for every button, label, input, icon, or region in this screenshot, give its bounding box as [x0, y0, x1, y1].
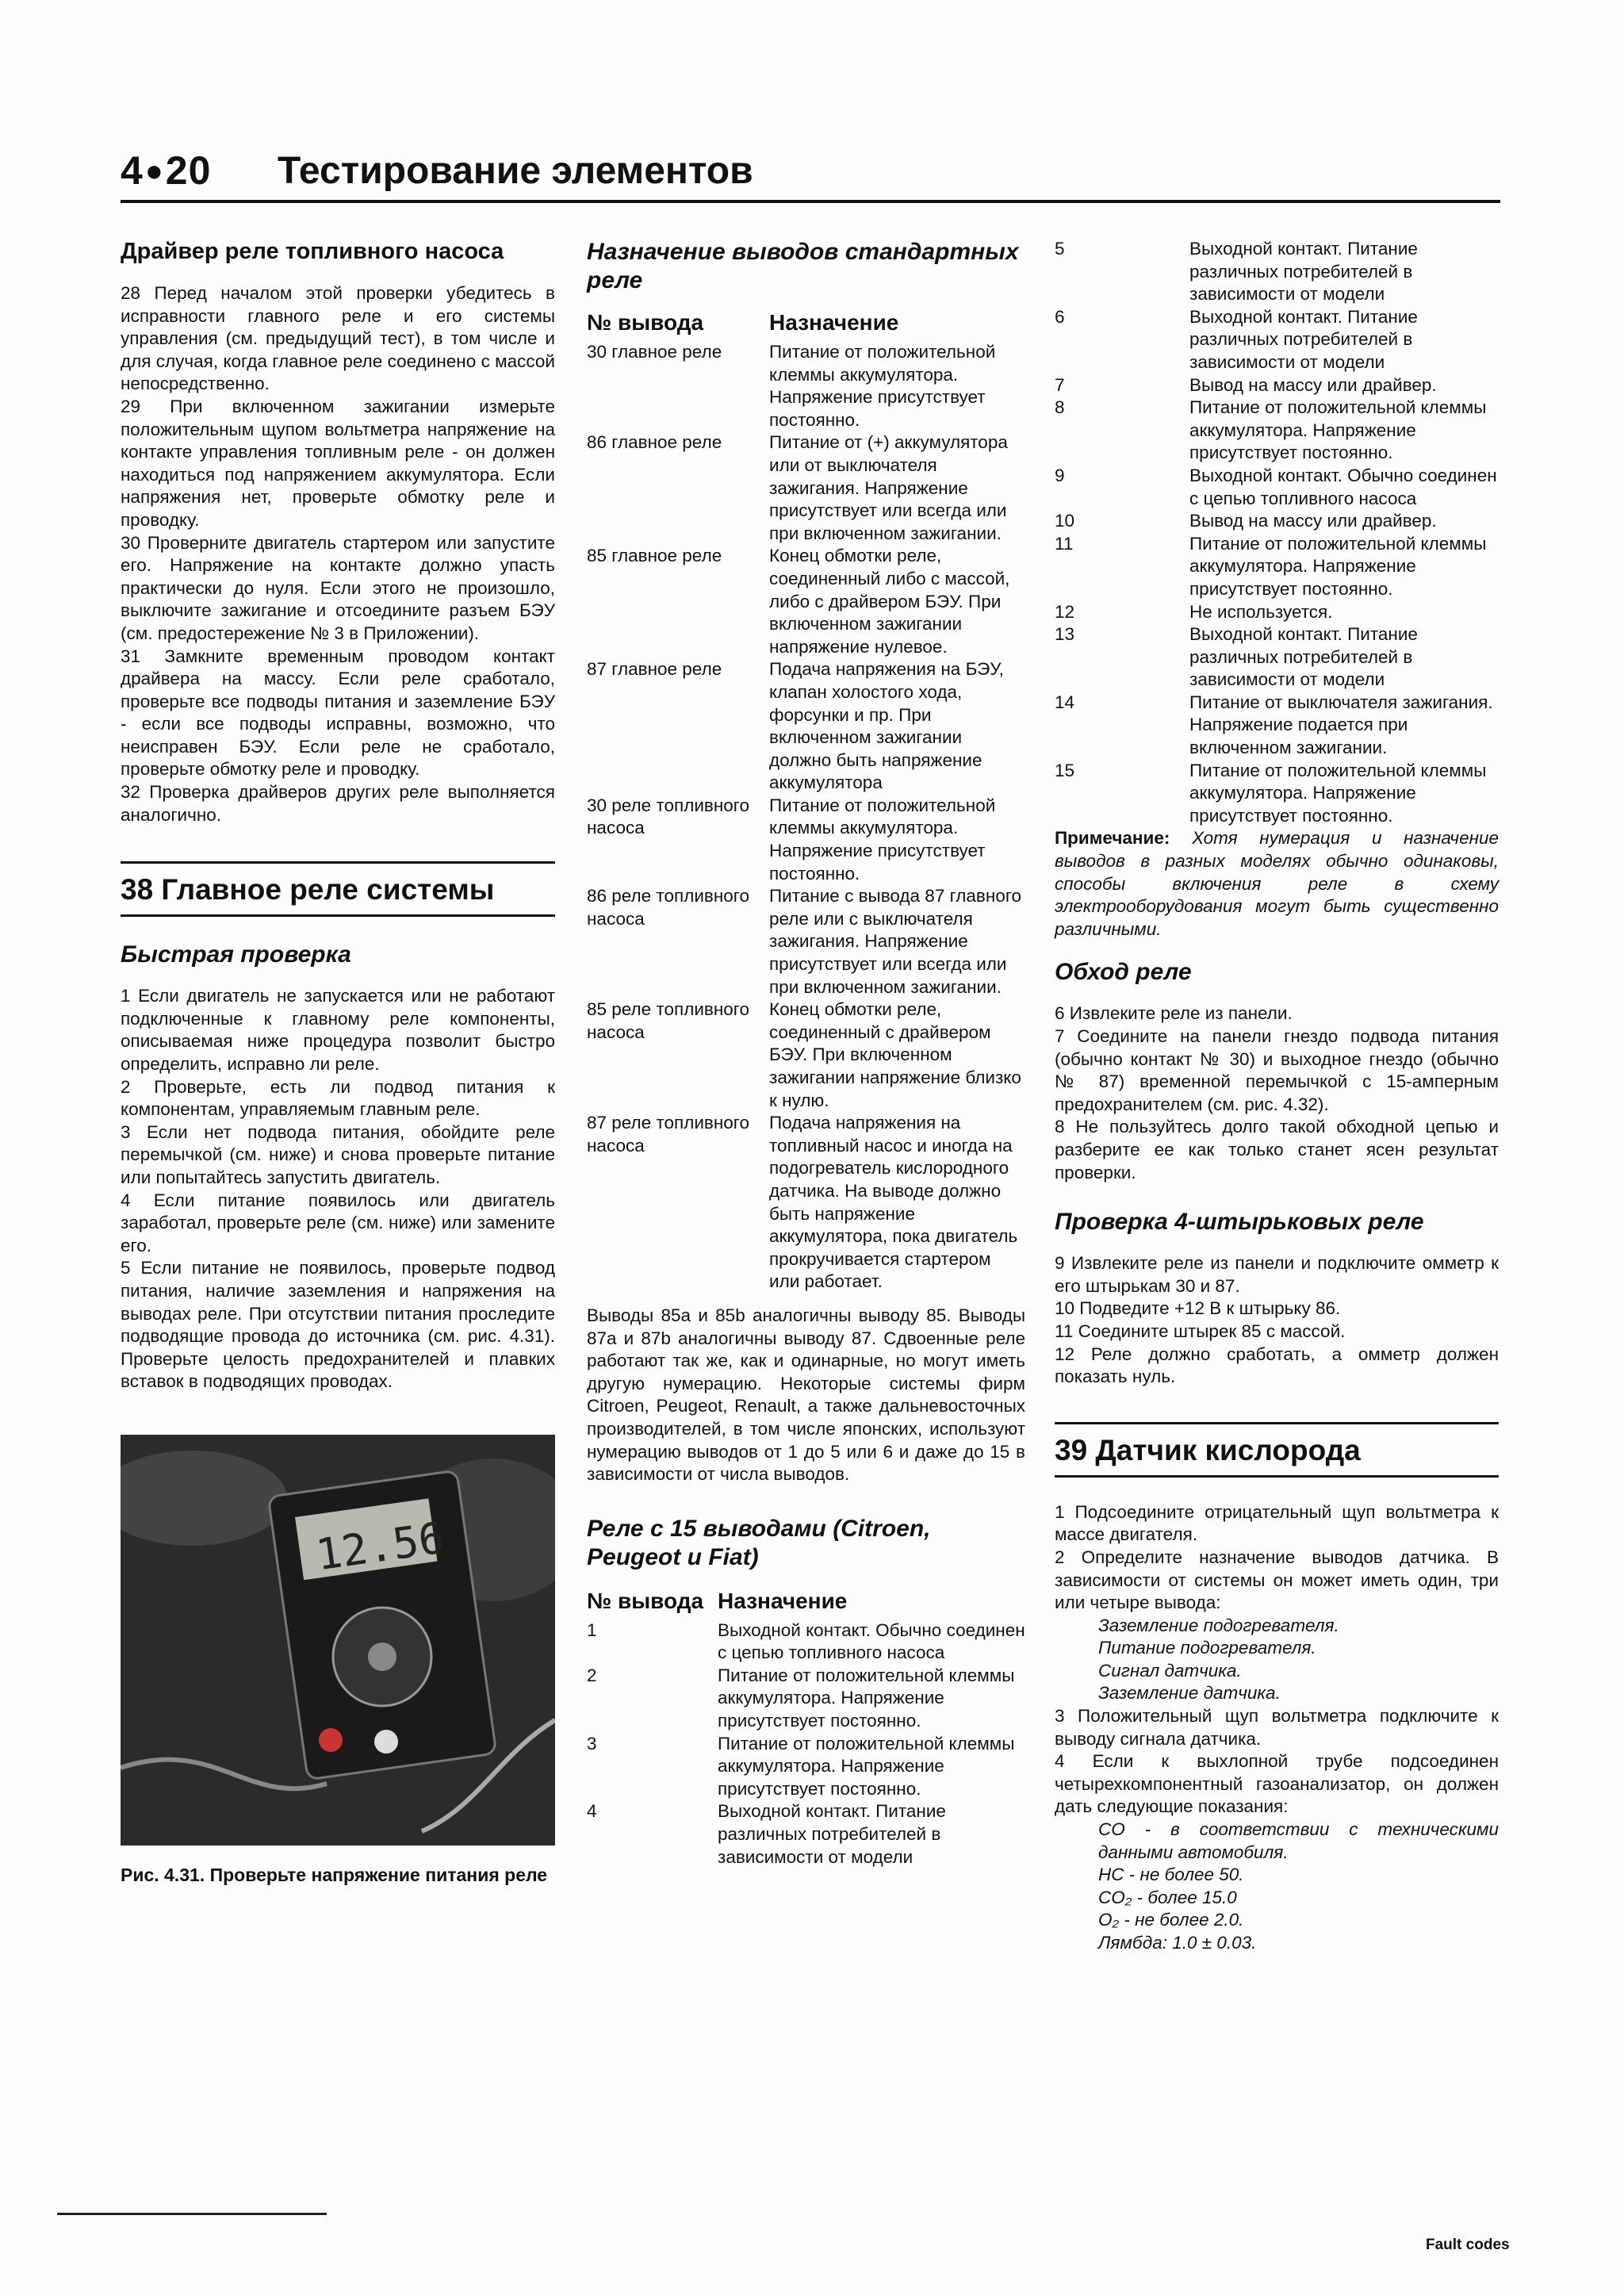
table-row: [1055, 397, 1499, 465]
table-row: [587, 885, 1025, 999]
table-row: [587, 431, 1025, 545]
pin-description: Выходной контакт. Питание различных потребителей в зависимости от модели: [1189, 306, 1418, 372]
quick-step-4: 4 Если питание появилось или двигатель заработал, проверьте реле (см. ниже) или замените его.: [121, 1190, 555, 1255]
oxygen-step-1: 1 Подсоедините отрицательный щуп вольтметра к массе двигателя.: [1055, 1501, 1499, 1545]
table-row: [587, 1619, 1025, 1665]
pin-number: 85 реле топливного насоса: [587, 999, 750, 1042]
figure-caption: Рис. 4.31. Проверьте напряжение питания реле: [121, 1864, 548, 1885]
header-rule: [121, 200, 1500, 203]
pin-number: 2: [587, 1665, 597, 1685]
table-row: [587, 795, 1025, 885]
table-row: [1055, 601, 1499, 624]
quick-step-2: 2 Проверьте, есть ли подвод питания к компонентам, управляемым главным реле.: [121, 1076, 555, 1120]
pin-number: 7: [1055, 374, 1065, 395]
table-row: [587, 1665, 1025, 1733]
gas-reading-hc: HC - не более 50.: [1098, 1865, 1244, 1885]
footer-label: Fault codes: [1426, 2237, 1510, 2253]
test-step-12: 12 Реле должно сработать, а омметр должен показать нуль.: [1055, 1343, 1499, 1387]
pin-description: Выходной контакт. Питание различных потребителей в зависимости от модели: [1189, 239, 1418, 305]
pin-description: Питание от положительной клеммы аккумулятора. Напряжение присутствует постоянно.: [769, 342, 996, 430]
pin-number: 87 главное реле: [587, 659, 722, 680]
table-row: [1055, 760, 1499, 828]
page-title: Тестирование элементов: [278, 150, 753, 192]
quick-step-5: 5 Если питание не появилось, проверьте подвод питания, наличие заземления и напряжения на выводах реле. При отсутствии питания проследите подводящие провода до источника (см. рис. 4.31). Проверьте целость предохранителей и плавких вставок в подводящих проводах.: [121, 1258, 555, 1392]
paragraph-31: 31 Замкните временным проводом контакт драйвера на массу. Если реле сработало, проверьте все подводы питания и заземление БЭУ - если все подводы исправны, возможно, что неисправен БЭУ. Если реле не сработало, проверьте обмотку реле и проводку.: [121, 646, 555, 780]
footer-rule: [57, 2213, 327, 2215]
table-row: [1055, 510, 1499, 533]
gas-reading-o2: O₂ - не более 2.0.: [1098, 1910, 1244, 1930]
pin-number: 1: [587, 1619, 597, 1640]
pin-description: Питание от положительной клеммы аккумулятора. Напряжение присутствует постоянно.: [1189, 397, 1487, 463]
quick-check-heading: Быстрая проверка: [121, 941, 351, 968]
test-step-10: 10 Подведите +12 В к штырьку 86.: [1055, 1298, 1341, 1319]
gas-reading-co: CO - в соответствии с техническими данными автомобиля.: [1098, 1819, 1499, 1862]
pin-number: 86 главное реле: [587, 432, 722, 453]
bypass-heading: Обход реле: [1055, 959, 1192, 986]
pin-number: 10: [1055, 511, 1075, 531]
gas-reading-co2: CO₂ - более 15.0: [1098, 1887, 1237, 1907]
test-step-11: 11 Соедините штырек 85 с массой.: [1055, 1320, 1346, 1341]
oxygen-step-4: 4 Если к выхлопной трубе подсоединен четырехкомпонентный газоанализатор, он должен дать следующие показания:: [1055, 1751, 1499, 1817]
pin-number: 13: [1055, 624, 1075, 645]
pin-number: 15: [1055, 760, 1075, 780]
oxygen-item-c: Сигнал датчика.: [1098, 1660, 1242, 1681]
pin-description: Подача напряжения на топливный насос и иногда на подогреватель кислородного датчика. На выводе должно быть напряжение аккумулятора, пока двигатель прокручивается стартером или работает.: [769, 1113, 1018, 1292]
oxygen-item-d: Заземление датчика.: [1098, 1683, 1281, 1704]
pin-description: Конец обмотки реле, соединенный либо с массой, либо с драйвером БЭУ. При включенном зажигании напряжение нулевое.: [769, 546, 1010, 657]
quick-step-3: 3 Если нет подвода питания, обойдите реле перемычкой (см. ниже) и снова проверьте питание или попытайтесь запустить двигатель.: [121, 1121, 555, 1187]
column-3: [1055, 238, 1499, 1955]
table-row: [587, 545, 1025, 658]
section-38-heading: 38 Главное реле системы: [121, 861, 555, 917]
pin-number: 86 реле топливного насоса: [587, 886, 750, 929]
four-pin-heading: Проверка 4-штырьковых реле: [1055, 1209, 1424, 1236]
pin-description: Вывод на массу или драйвер.: [1189, 374, 1437, 395]
pin-description: Питание от положительной клеммы аккумулятора. Напряжение присутствует постоянно.: [718, 1733, 1015, 1799]
pin-description: Питание от выключателя зажигания. Напряжение подается при включенном зажигании.: [1189, 692, 1493, 758]
table-row: [1055, 533, 1499, 601]
pin-description: Питание от положительной клеммы аккумулятора. Напряжение присутствует постоянно.: [769, 795, 996, 884]
page-number: 4●20: [121, 148, 212, 193]
pin-number: 11: [1055, 533, 1074, 554]
pin-description: Подача напряжения на БЭУ, клапан холостого хода, форсунки и пр. При включенном зажигании должно быть напряжение аккумулятора: [769, 659, 1004, 793]
bypass-step-8: 8 Не пользуйтесь долго такой обходной цепью и разберите ее как только станет ясен результат проверки.: [1055, 1117, 1499, 1182]
pin-description: Выходной контакт. Обычно соединен с цепью топливного насоса: [1189, 465, 1497, 508]
pin-description: Питание от положительной клеммы аккумулятора. Напряжение присутствует постоянно.: [1189, 760, 1487, 826]
page-header: [121, 148, 1500, 203]
pin-number: 85 главное реле: [587, 546, 722, 566]
pin-number: 87 реле топливного насоса: [587, 1113, 750, 1156]
table-row: [1055, 465, 1499, 510]
pin-description: Конец обмотки реле, соединенный с драйвером БЭУ. При включенном зажигании напряжение близко к нулю.: [769, 999, 1021, 1110]
column-2: [587, 238, 1025, 1869]
table-15-header: № вывода Назначение: [587, 1588, 848, 1613]
table-row: [587, 1112, 1025, 1294]
section-heading-fuel-relay-driver: Драйвер реле топливного насоса: [121, 239, 504, 264]
test-step-9: 9 Извлеките реле из панели и подключите омметр к его штырькам 30 и 87.: [1055, 1253, 1499, 1296]
paragraph-29: 29 При включенном зажигании измерьте положительным щупом вольтметра напряжение на контакте управления топливным реле - он должен находиться под напряжением аккумулятора. Если напряжения нет, проверьте обмотку реле и проводку.: [121, 396, 555, 530]
table-row: [587, 1733, 1025, 1801]
gas-reading-lambda: Лямбда: 1.0 ± 0.03.: [1098, 1933, 1257, 1953]
standard-relay-pins-heading: Назначение выводов стандартных реле: [587, 239, 1019, 293]
pin-number: 30 главное реле: [587, 342, 722, 362]
relay-15-pin-heading: Реле с 15 выводами (Citroen, Peugeot и Fiat): [587, 1515, 931, 1570]
pin-description: Выходной контакт. Питание различных потребителей в зависимости от модели: [1189, 624, 1418, 690]
quick-step-1: 1 Если двигатель не запускается или не работают подключенные к главному реле компоненты, описываемая ниже процедура позволит быстро определить, исправно ли реле.: [121, 986, 555, 1075]
pin-description: Не используется.: [1189, 601, 1333, 622]
pin-description: Питание от положительной клеммы аккумулятора. Напряжение присутствует постоянно.: [1189, 533, 1487, 599]
pin-number: 6: [1055, 306, 1065, 327]
oxygen-item-a: Заземление подогревателя.: [1098, 1615, 1339, 1635]
table-row: [587, 999, 1025, 1112]
pin-number: 9: [1055, 465, 1065, 485]
oxygen-step-3: 3 Положительный щуп вольтметра подключите к выводу сигнала датчика.: [1055, 1706, 1499, 1749]
pin-description: Питание от положительной клеммы аккумулятора. Напряжение присутствует постоянно.: [718, 1665, 1015, 1731]
table-row: [587, 658, 1025, 795]
pin-number: 8: [1055, 397, 1065, 418]
pin-number: 4: [587, 1801, 597, 1822]
figure-4-31-photo: [121, 1435, 555, 1846]
pin-description: Выходной контакт. Обычно соединен с цепью топливного насоса: [718, 1619, 1025, 1663]
oxygen-step-2: 2 Определите назначение выводов датчика. В зависимости от системы он может иметь один, три или четыре вывода:: [1055, 1547, 1499, 1613]
pin-description: Питание с вывода 87 главного реле или с выключателя зажигания. Напряжение присутствует или всегда или при включенном зажигании.: [769, 886, 1022, 997]
multimeter-illustration: [121, 1435, 555, 1846]
pin-number: 5: [1055, 239, 1065, 259]
table-row: [1055, 374, 1499, 397]
section-39-heading: 39 Датчик кислорода: [1055, 1422, 1499, 1478]
pin-description: Выходной контакт. Питание различных потребителей в зависимости от модели: [718, 1801, 946, 1867]
table-row: [587, 341, 1025, 431]
standard-table-header: № вывода Назначение: [587, 310, 899, 335]
relay-15-table-continued: [1055, 238, 1499, 827]
note: Примечание: Хотя нумерация и назначение выводов в разных моделях обычно одинаковы, способы включения реле в схему электрооборудования могут быть существенно различными.: [1055, 828, 1499, 939]
bypass-step-7: 7 Соедините на панели гнездо подвода питания (обычно контакт № 30) и выходное гнездо (обычно № 87) временной перемычкой с 15-амперным предохранителем (см. рис. 4.32).: [1055, 1026, 1499, 1114]
column-1: [121, 238, 555, 1887]
table-row: [587, 1800, 1025, 1869]
bypass-step-6: 6 Извлеките реле из панели.: [1055, 1003, 1293, 1024]
pin-description: Вывод на массу или драйвер.: [1189, 511, 1437, 531]
table-row: [1055, 306, 1499, 374]
table-row: [1055, 238, 1499, 306]
relay-15-table: [587, 1619, 1025, 1869]
pin-number: 14: [1055, 692, 1075, 712]
oxygen-item-b: Питание подогревателя.: [1098, 1638, 1316, 1658]
pin-number: 30 реле топливного насоса: [587, 795, 750, 838]
table-row: [1055, 692, 1499, 760]
paragraph-twin-relays: Выводы 85а и 85b аналогичны выводу 85. Выводы 87а и 87b аналогичны выводу 87. Сдвоенные реле работают так же, как и одинарные, но могут иметь другую нумерацию. Некоторые системы фирм Citroen, Peugeot, Renault, а также дальневосточных производителей, в том числе японских, используют нумерацию выводов от 1 до 5 или 6 и даже до 15 в зависимости от числа выводов.: [587, 1305, 1025, 1485]
pin-number: 3: [587, 1733, 597, 1754]
pin-description: Питание от (+) аккумулятора или от выключателя зажигания. Напряжение присутствует или всегда или при включенном зажигании.: [769, 432, 1008, 543]
paragraph-28: 28 Перед началом этой проверки убедитесь в исправности главного реле и его системы управления (см. предыдущий тест), в том числе и для случая, когда главное реле соединено с массой непосредственно.: [121, 283, 555, 394]
paragraph-30: 30 Проверните двигатель стартером или запустите его. Напряжение на контакте должно упасть практически до нуля. Если этого не произошло, выключите зажигание и отсоедините разъем БЭУ (см. предостережение № 3 в Приложении).: [121, 532, 555, 643]
svg-text:12.56: 12.56: [312, 1512, 448, 1581]
pin-number: 12: [1055, 601, 1075, 622]
paragraph-32: 32 Проверка драйверов других реле выполняется аналогично.: [121, 782, 555, 825]
table-row: [1055, 623, 1499, 692]
standard-relay-table: [587, 341, 1025, 1294]
